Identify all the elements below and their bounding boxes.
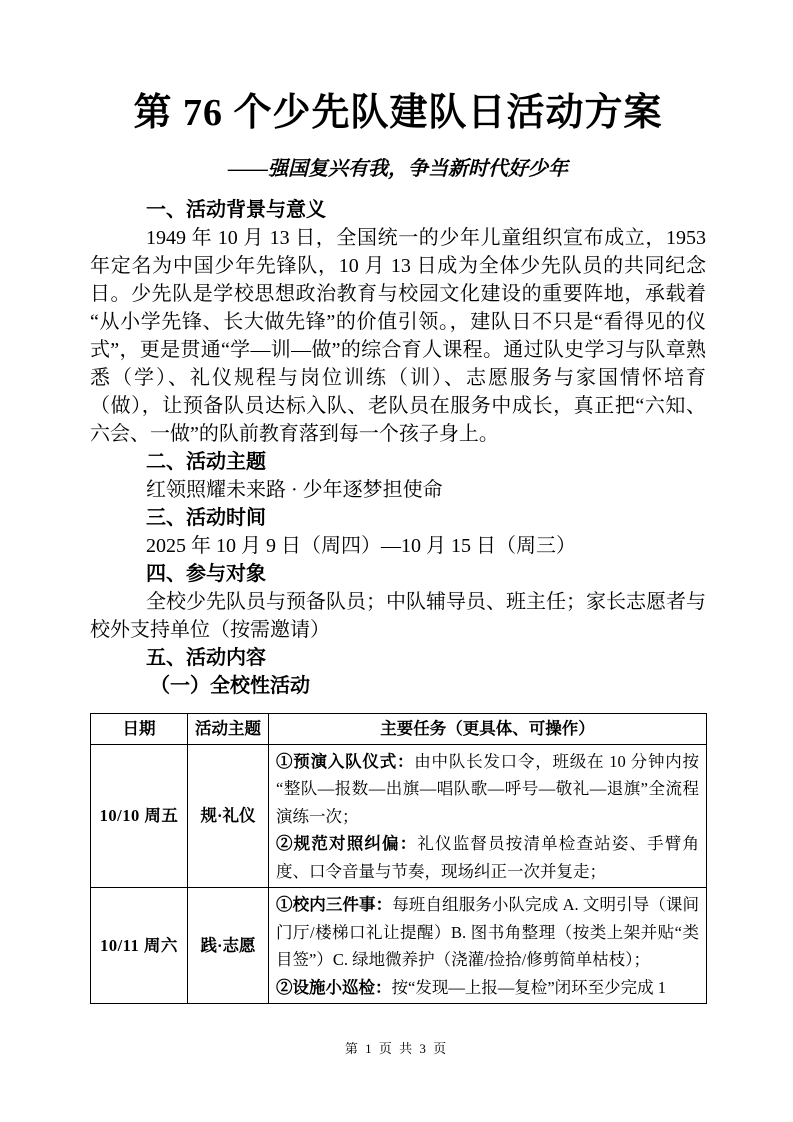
document-body [90, 196, 706, 1005]
subsection-heading-schoolwide: （一）全校性活动 [150, 674, 310, 697]
cell-tasks [269, 888, 707, 1004]
column-header-tasks: 主要任务（更具体、可操作） [269, 713, 707, 744]
task-text: 按“发现—上报—复检”闭环至少完成 1 [391, 977, 667, 997]
paragraph-theme: 红领照耀未来路 · 少年逐梦担使命 [146, 478, 443, 501]
task-text: 每班自组服务小队完成 A. 文明引导（课间门厅/楼梯口礼让提醒）B. 图书角整理（按类上架并贴“类目签”）C. 绿地微养护（浇灌/捡拾/修剪简单枯枝）； [276, 895, 700, 969]
paragraph-time: 2025 年 10 月 9 日（周四）—10 月 15 日（周三） [146, 534, 576, 557]
section-heading-background: 一、活动背景与意义 [146, 198, 326, 221]
task-label: ①校内三件事： [276, 895, 393, 914]
cell-date: 10/10 周五 [91, 744, 188, 888]
task-item [276, 974, 699, 1002]
column-header-date: 日期 [91, 713, 188, 744]
task-label: ①预演入队仪式： [276, 751, 415, 771]
cell-theme: 践·志愿 [188, 888, 269, 1004]
table-header-row [91, 713, 707, 744]
section-heading-theme: 二、活动主题 [146, 450, 266, 473]
task-text: 礼仪监督员按清单检查站姿、手臂角度、口令音量与节奏，现场纠正一次并复走； [276, 834, 700, 881]
cell-tasks [269, 744, 707, 888]
task-text: 由中队长发口令，班级在 10 分钟内按“整队—报数—出旗—唱队歌—呼号—敬礼—退旗”全流程演练一次； [276, 751, 699, 826]
activity-schedule-table [90, 713, 707, 1005]
task-label: ②规范对照纠偏： [276, 834, 418, 853]
doc-subtitle: ——强国复兴有我，争当新时代好少年 [228, 157, 568, 180]
task-label: ②设施小巡检： [276, 977, 392, 997]
task-item [276, 891, 699, 974]
section-heading-time: 三、活动时间 [146, 506, 266, 529]
paragraph-participants: 全校少先队员与预备队员；中队辅导员、班主任；家长志愿者与校外支持单位（按需邀请） [90, 590, 706, 641]
table-row [91, 888, 707, 1004]
task-item [276, 748, 699, 831]
section-heading-content: 五、活动内容 [146, 646, 266, 669]
table-row [91, 744, 707, 888]
paragraph-background: 1949 年 10 月 13 日，全国统一的少年儿童组织宣布成立，1953 年定名为中国少年先锋队，10 月 13 日成为全体少先队员的共同纪念日。少先队是学校思想政治教育与校园文化建设的重要阵地，承载着“从小学先锋、长大做先锋”的价值引领。，建队日不只是“看得见的仪式”，更是贯通“学—训—做”的综合育人课程。通过队史学习与队章熟悉（学）、礼仪规程与岗位训练（训）、志愿服务与家国情怀培育（做），让预备队员达标入队、老队员在服务中成长，真正把“六知、六会、一做”的队前教育落到每一个孩子身上。 [90, 226, 706, 445]
cell-theme: 规·礼仪 [188, 744, 269, 888]
section-heading-participants: 四、参与对象 [146, 562, 266, 585]
page-number-footer: 第 1 页 共 3 页 [344, 1041, 449, 1056]
column-header-theme: 活动主题 [188, 713, 269, 744]
page-title: 第 76 个少先队建队日活动方案 [133, 92, 663, 134]
cell-date: 10/11 周六 [91, 888, 188, 1004]
task-item [276, 830, 699, 885]
